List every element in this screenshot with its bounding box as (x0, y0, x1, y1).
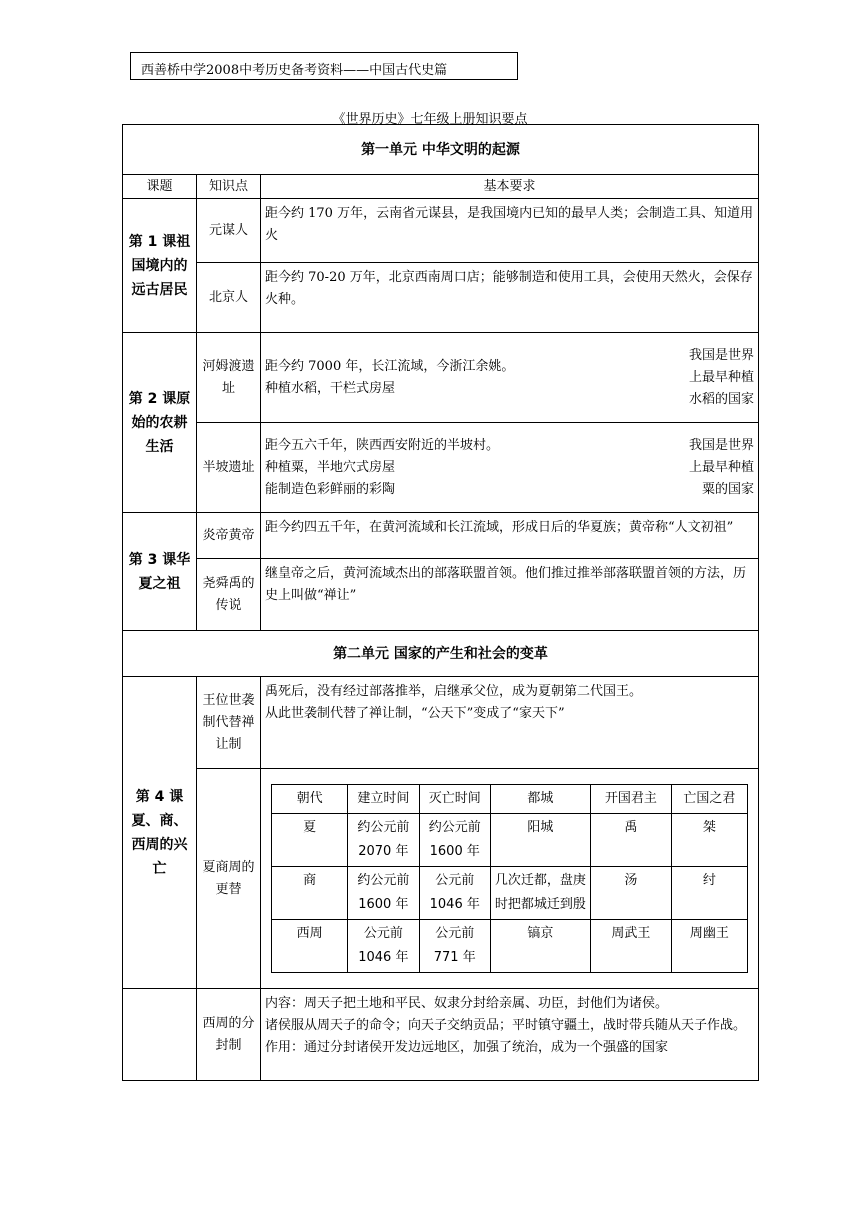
dynasty-col-header: 亡国之君 (671, 785, 747, 814)
dynasty-col-header: 灭亡时间 (419, 785, 490, 814)
lesson-1-title: 第 1 课祖国境内的远古居民 (123, 199, 197, 333)
dynasty-cell: 公元前 771 年 (419, 920, 490, 973)
dynasty-cell: 夏 (272, 814, 348, 867)
kp-hemudu: 河姆渡遗址 (197, 333, 261, 423)
dynasty-cell: 阳城 (490, 814, 590, 867)
req-hemudu-line2: 种植水稻，干栏式房屋 (265, 380, 396, 396)
lesson-4-title: 第 4 课夏、商、西周的兴亡 (123, 677, 197, 989)
kp-banpo: 半坡遗址 (197, 423, 261, 513)
req-banpo-line1: 距今五六千年，陕西西安附近的半坡村。 (265, 437, 500, 453)
dynasty-table-cell (261, 769, 759, 989)
dynasty-cell: 镐京 (490, 920, 590, 973)
kp-enfeoffment: 西周的分封制 (197, 989, 261, 1081)
req-banpo-line3: 能制造色彩鲜丽的彩陶 (265, 481, 396, 497)
req-yan-huang: 距今约四五千年，在黄河流域和长江流域，形成日后的华夏族；黄帝称“人文初祖” (261, 513, 759, 559)
dynasty-col-header: 开国君主 (590, 785, 671, 814)
kp-yao-shun-yu: 尧舜禹的传说 (197, 559, 261, 631)
dynasty-cell: 约公元前 1600 年 (348, 867, 419, 920)
dynasty-cell: 公元前 1046 年 (419, 867, 490, 920)
req-enfeoffment (261, 989, 759, 1081)
dynasty-col-header: 建立时间 (348, 785, 419, 814)
knowledge-table (122, 124, 759, 1081)
dynasty-cell: 约公元前 1600 年 (419, 814, 490, 867)
lesson-2-title: 第 2 课原始的农耕生活 (123, 333, 197, 513)
req-enfeoffment-line3: 作用：通过分封诸侯开发边远地区，加强了统治，成为一个强盛的国家 (265, 1040, 669, 1055)
unit-2-title: 第二单元 国家的产生和社会的变革 (123, 631, 759, 677)
dynasty-cell: 纣 (671, 867, 747, 920)
col-knowledge-point: 知识点 (197, 175, 261, 199)
col-lesson: 课题 (123, 175, 197, 199)
req-peking-man: 距今约 70-20 万年，北京西南周口店；能够制造和使用工具，会使用天然火，会保存火种。 (261, 263, 759, 333)
req-hereditary (261, 677, 759, 769)
kp-yan-huang: 炎帝黄帝 (197, 513, 261, 559)
req-hemudu-line1: 距今约 7000 年，长江流域，今浙江余姚。 (265, 358, 515, 374)
dynasty-cell: 汤 (590, 867, 671, 920)
dynasty-cell: 西周 (272, 920, 348, 973)
dynasty-cell: 几次迁都，盘庚时把都城迁到殷 (490, 867, 590, 920)
req-enfeoffment-line1: 内容：周天子把土地和平民、奴隶分封给亲属、功臣，封他们为诸侯。 (265, 996, 669, 1011)
req-banpo (261, 423, 759, 513)
dynasty-cell: 周幽王 (671, 920, 747, 973)
document-header-box: 西善桥中学2008中考历史备考资料——中国古代史篇 (130, 52, 518, 80)
dynasty-row (272, 920, 748, 973)
lesson-3-title: 第 3 课华夏之祖 (123, 513, 197, 631)
kp-yuanmou: 元谋人 (197, 199, 261, 263)
req-yao-shun-yu: 继皇帝之后，黄河流域杰出的部落联盟首领。他们推过推举部落联盟首领的方法，历史上叫做“禅让” (261, 559, 759, 631)
unit-1-title: 第一单元 中华文明的起源 (123, 125, 759, 175)
req-banpo-line2: 种植粟，半地穴式房屋 (265, 459, 396, 475)
dynasty-row (272, 867, 748, 920)
dynasty-header-row (272, 785, 748, 814)
req-enfeoffment-line2: 诸侯服从周天子的命令；向天子交纳贡品；平时镇守疆土，战时带兵随从天子作战。 (265, 1018, 747, 1033)
kp-dynasty-change: 夏商周的更替 (197, 769, 261, 989)
kp-hereditary: 王位世袭制代替禅让制 (197, 677, 261, 769)
dynasty-table (271, 784, 748, 973)
dynasty-cell: 商 (272, 867, 348, 920)
dynasty-row (272, 814, 748, 867)
dynasty-col-header: 都城 (490, 785, 590, 814)
dynasty-cell: 公元前 1046 年 (348, 920, 419, 973)
req-hereditary-line2: 从此世袭制代替了禅让制，“公天下”变成了“家天下” (265, 706, 565, 721)
req-yuanmou: 距今约 170 万年，云南省元谋县，是我国境内已知的最早人类；会制造工具、知道用火 (261, 199, 759, 263)
note-banpo: 我国是世界上最早种植粟的国家 (689, 437, 755, 497)
dynasty-cell: 桀 (671, 814, 747, 867)
dynasty-cell: 禹 (590, 814, 671, 867)
dynasty-col-header: 朝代 (272, 785, 348, 814)
dynasty-cell: 周武王 (590, 920, 671, 973)
note-hemudu: 我国是世界上最早种植水稻的国家 (689, 347, 755, 407)
lesson-4-continued (123, 989, 197, 1081)
table-caption: 《世界历史》七年级上册知识要点 (332, 112, 528, 127)
col-requirements: 基本要求 (261, 175, 759, 199)
req-hereditary-line1: 禹死后，没有经过部落推举，启继承父位，成为夏朝第二代国王。 (265, 684, 643, 699)
req-hemudu (261, 333, 759, 423)
kp-peking-man: 北京人 (197, 263, 261, 333)
dynasty-cell: 约公元前 2070 年 (348, 814, 419, 867)
